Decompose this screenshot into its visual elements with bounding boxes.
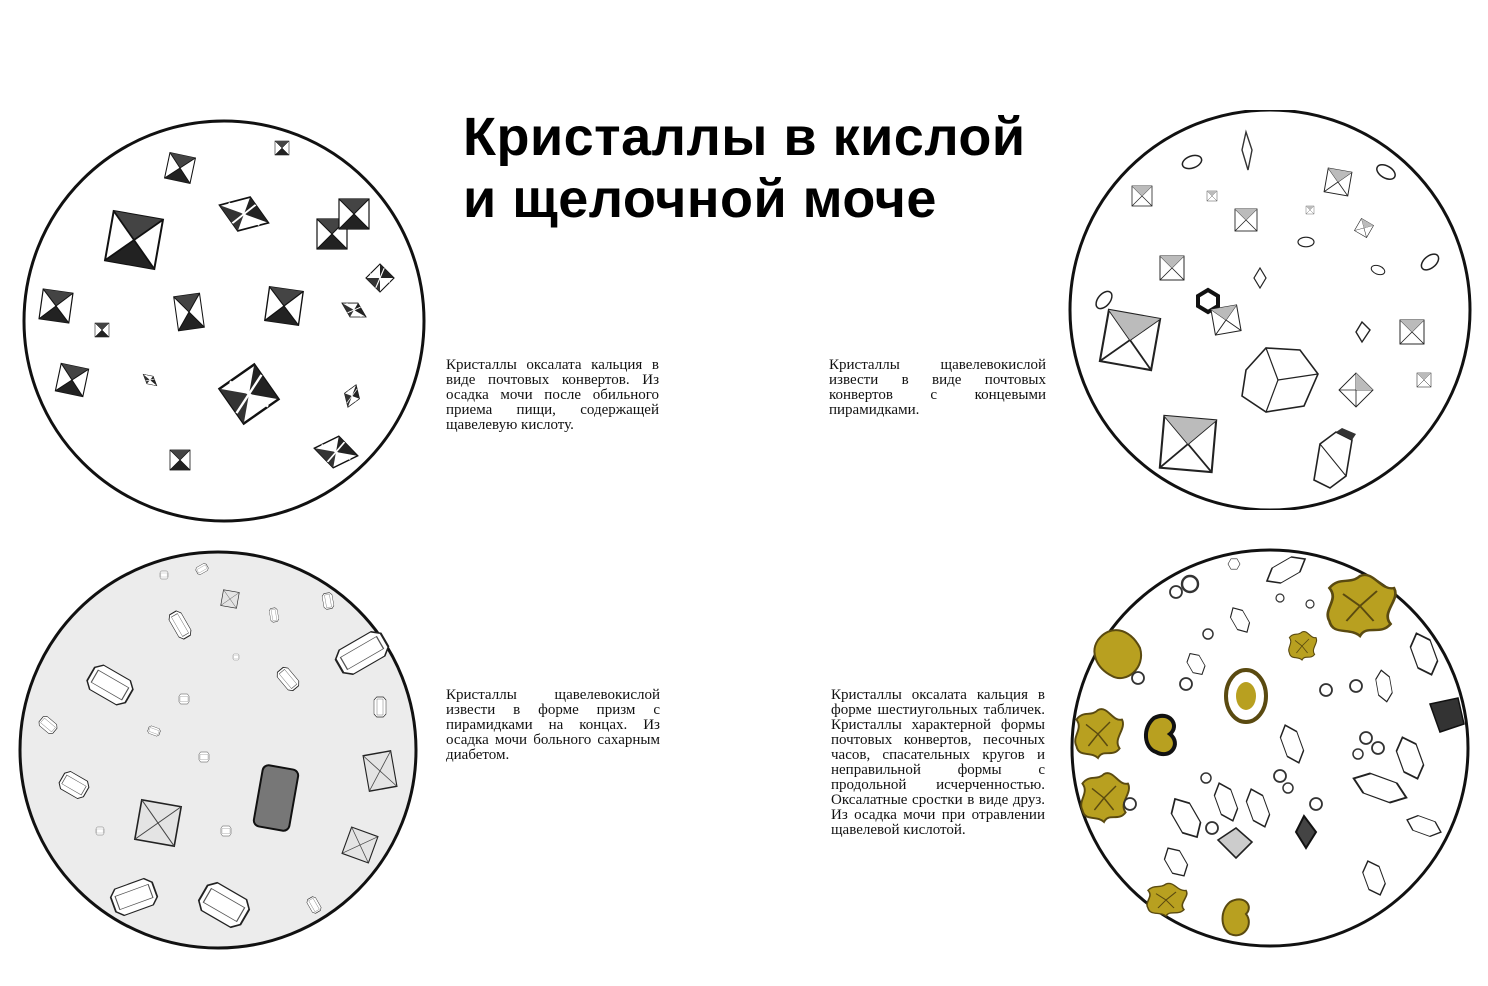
caption-oxalic-lime-prisms: Кристаллы щавелевокислой извести в форме призм с пирамидками на концах. Из осадка мочи больного сахарным диабетом.: [446, 687, 660, 763]
micrograph-plate-prisms: [18, 545, 418, 955]
micrograph-plate-hexagonal-druses: [1060, 548, 1480, 948]
caption-oxalic-lime-envelopes-pyramids: Кристаллы щавелевокислой извести в виде почтовых конвертов с концевыми пирамидками.: [829, 357, 1046, 418]
micrograph-plate-envelopes-pyramids: [1060, 110, 1480, 510]
micrograph-plate-envelopes: [14, 116, 434, 526]
caption-calcium-oxalate-hexagonal: Кристаллы оксалата кальция в форме шестиугольных табличек. Кристаллы характерной формы почтовых конвертов, песочных часов, спасательных кругов и неправильной формы с продольной исчерченностью. Оксалатные сростки в виде друз. Из осадка мочи при отравлении щавелевой кислотой.: [831, 687, 1045, 838]
title-line-1: Кристаллы в кислой: [463, 107, 1026, 167]
title-line-2: и щелочной моче: [463, 169, 937, 229]
page-title: [463, 106, 1163, 230]
caption-calcium-oxalate-envelopes: Кристаллы оксалата кальция в виде почтовых конвертов. Из осадка мочи после обильного приема пищи, содержащей щавелевую кислоту.: [446, 357, 659, 433]
